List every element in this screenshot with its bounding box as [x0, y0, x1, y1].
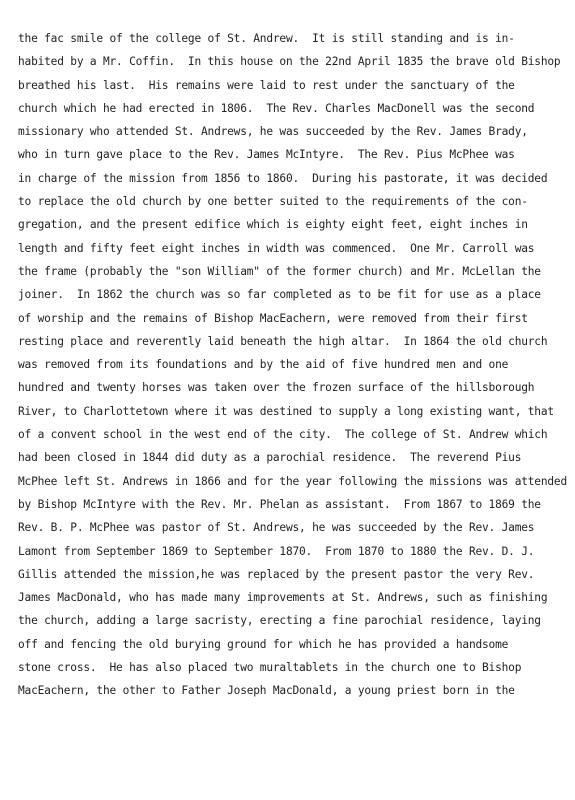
text-line: was removed from its foundations and by the aid of five hundred men and one	[18, 358, 509, 372]
text-line: who in turn gave place to the Rev. James McIntyre. The Rev. Pius McPhee was	[18, 148, 515, 162]
text-line: gregation, and the present edifice which is eighty eight feet, eight inches in	[18, 218, 528, 232]
text-line: off and fencing the old burying ground for which he has provided a handsome	[18, 637, 509, 651]
text-line: had been closed in 1844 did duty as a parochial residence. The reverend Pius	[18, 451, 522, 465]
text-line: resting place and reverently laid beneath the high altar. In 1864 the old church	[18, 334, 548, 348]
text-line: habited by a Mr. Coffin. In this house on the 22nd April 1835 the brave old Bishop	[18, 55, 561, 69]
text-line: stone cross. He has also placed two muraltablets in the church one to Bishop	[18, 661, 522, 675]
text-line: the frame (probably the "son William" of the former church) and Mr. McLellan the	[18, 264, 541, 278]
text-line: missionary who attended St. Andrews, he was succeeded by the Rev. James Brady,	[18, 125, 528, 139]
text-line: church which he had erected in 1806. The Rev. Charles MacDonell was the second	[18, 101, 535, 115]
text-line: hundred and twenty horses was taken over the frozen surface of the hillsborough	[18, 381, 535, 395]
text-line: breathed his last. His remains were laid to rest under the sanctuary of the	[18, 78, 515, 92]
text-line: the church, adding a large sacristy, erecting a fine parochial residence, laying	[18, 614, 541, 628]
text-line: River, to Charlottetown where it was destined to supply a long existing want, that	[18, 404, 554, 418]
text-line: to replace the old church by one better suited to the requirements of the con-	[18, 195, 528, 209]
text-line: the fac smile of the college of St. Andrew. It is still standing and is in-	[18, 32, 515, 45]
text-line: Lamont from September 1869 to September 1870. From 1870 to 1880 the Rev. D. J.	[18, 544, 535, 558]
text-line: Gillis attended the mission,he was replaced by the present pastor the very Rev.	[18, 567, 535, 581]
text-line: of worship and the remains of Bishop MacEachern, were removed from their first	[18, 311, 528, 325]
text-line: by Bishop McIntyre with the Rev. Mr. Phelan as assistant. From 1867 to 1869 the	[18, 497, 541, 511]
typewritten-text-block	[18, 27, 570, 703]
text-line: Rev. B. P. McPhee was pastor of St. Andrews, he was succeeded by the Rev. James	[18, 521, 535, 535]
text-line: of a convent school in the west end of the city. The college of St. Andrew which	[18, 428, 548, 442]
text-line: James MacDonald, who has made many improvements at St. Andrews, such as finishing	[18, 591, 548, 605]
text-line: McPhee left St. Andrews in 1866 and for the year following the missions was attended	[18, 474, 567, 488]
text-line: joiner. In 1862 the church was so far completed as to be fit for use as a place	[18, 288, 541, 302]
text-line: in charge of the mission from 1856 to 1860. During his pastorate, it was decided	[18, 171, 548, 185]
text-line: MacEachern, the other to Father Joseph MacDonald, a young priest born in the	[18, 684, 515, 698]
text-line: length and fifty feet eight inches in width was commenced. One Mr. Carroll was	[18, 241, 535, 255]
